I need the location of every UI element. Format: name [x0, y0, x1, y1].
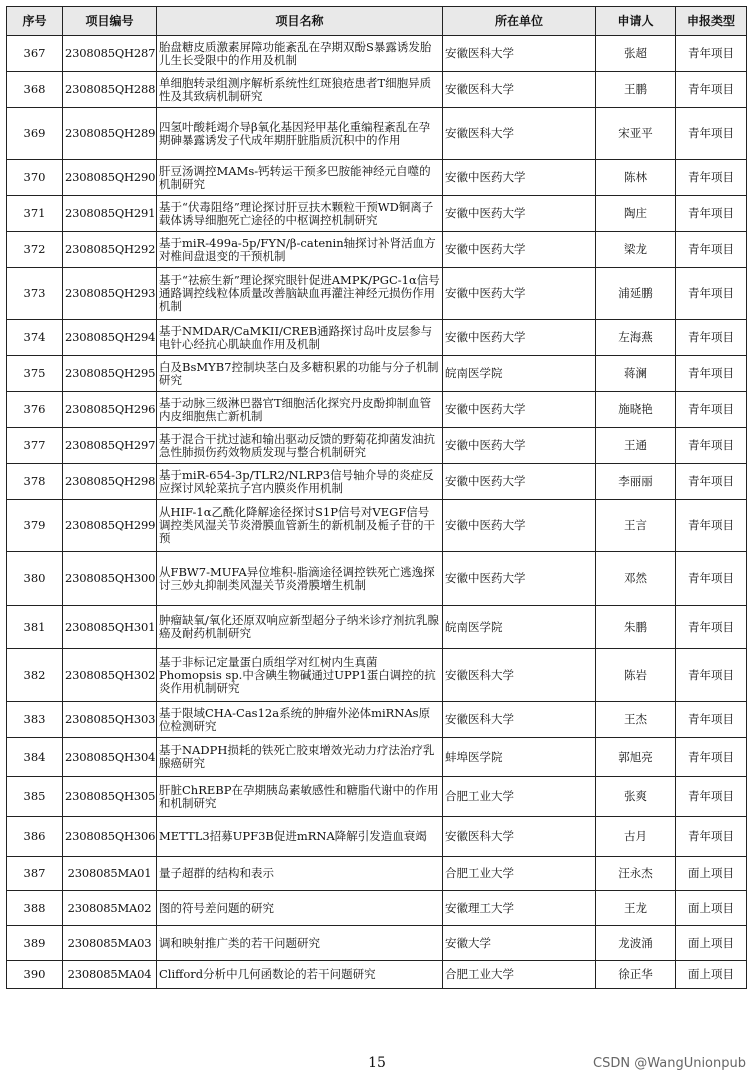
cell-unit: 安徽中医药大学: [443, 428, 596, 464]
cell-name: 基于NADPH损耗的铁死亡胶束增效光动力疗法治疗乳腺癌研究: [157, 738, 443, 777]
table-row: [7, 36, 747, 72]
cell-unit: 安徽中医药大学: [443, 500, 596, 552]
cell-code: 2308085QH301: [63, 606, 157, 649]
table-row: [7, 926, 747, 961]
cell-unit: 安徽中医药大学: [443, 232, 596, 268]
cell-type: 面上项目: [676, 891, 747, 926]
cell-type: 青年项目: [676, 606, 747, 649]
cell-name: 基于限域CHA-Cas12a系统的肿瘤外泌体miRNAs原位检测研究: [157, 702, 443, 738]
cell-type: 青年项目: [676, 356, 747, 392]
cell-type: 青年项目: [676, 36, 747, 72]
page-number: 15: [368, 1055, 386, 1071]
header-person: 申请人: [596, 7, 676, 36]
cell-name: 基于混合干扰过滤和输出驱动反馈的野菊花抑菌发油抗急性肺损伤药效物质发现与整合机制研究: [157, 428, 443, 464]
cell-person: 王龙: [596, 891, 676, 926]
cell-code: 2308085QH288: [63, 72, 157, 108]
header-name: 项目名称: [157, 7, 443, 36]
cell-type: 青年项目: [676, 392, 747, 428]
cell-name: 图的符号差问题的研究: [157, 891, 443, 926]
cell-seq: 382: [7, 649, 63, 702]
cell-seq: 390: [7, 961, 63, 989]
table-row: [7, 649, 747, 702]
header-code: 项目编号: [63, 7, 157, 36]
cell-person: 梁龙: [596, 232, 676, 268]
project-table: [6, 6, 747, 989]
cell-unit: 皖南医学院: [443, 606, 596, 649]
cell-person: 李丽丽: [596, 464, 676, 500]
cell-person: 王言: [596, 500, 676, 552]
header-unit: 所在单位: [443, 7, 596, 36]
cell-code: 2308085QH291: [63, 196, 157, 232]
cell-unit: 合肥工业大学: [443, 857, 596, 891]
cell-name: METTL3招募UPF3B促进mRNA降解引发造血衰竭: [157, 817, 443, 857]
cell-person: 宋亚平: [596, 108, 676, 160]
cell-name: 单细胞转录组测序解析系统性红斑狼疮患者T细胞异质性及其致病机制研究: [157, 72, 443, 108]
cell-name: 基于miR-654-3p/TLR2/NLRP3信号轴介导的炎症反应探讨风轮菜抗子宫内膜炎作用机制: [157, 464, 443, 500]
cell-unit: 安徽中医药大学: [443, 268, 596, 320]
cell-person: 郭旭亮: [596, 738, 676, 777]
table-row: [7, 268, 747, 320]
table-row: [7, 356, 747, 392]
cell-unit: 安徽医科大学: [443, 36, 596, 72]
cell-person: 陈林: [596, 160, 676, 196]
cell-type: 青年项目: [676, 500, 747, 552]
cell-seq: 368: [7, 72, 63, 108]
cell-seq: 385: [7, 777, 63, 817]
cell-unit: 安徽中医药大学: [443, 552, 596, 606]
cell-person: 浦延鹏: [596, 268, 676, 320]
cell-code: 2308085QH297: [63, 428, 157, 464]
cell-unit: 合肥工业大学: [443, 961, 596, 989]
cell-seq: 372: [7, 232, 63, 268]
table-row: [7, 961, 747, 989]
table-row: [7, 552, 747, 606]
cell-seq: 373: [7, 268, 63, 320]
cell-unit: 安徽医科大学: [443, 108, 596, 160]
cell-code: 2308085QH290: [63, 160, 157, 196]
table-row: [7, 857, 747, 891]
table-row: [7, 606, 747, 649]
cell-name: 肝脏ChREBP在孕期胰岛素敏感性和糖脂代谢中的作用和机制研究: [157, 777, 443, 817]
header-seq: 序号: [7, 7, 63, 36]
cell-type: 青年项目: [676, 738, 747, 777]
cell-unit: 安徽中医药大学: [443, 320, 596, 356]
cell-person: 陶庄: [596, 196, 676, 232]
table-row: [7, 702, 747, 738]
cell-type: 青年项目: [676, 108, 747, 160]
cell-person: 张爽: [596, 777, 676, 817]
cell-seq: 384: [7, 738, 63, 777]
cell-unit: 安徽大学: [443, 926, 596, 961]
cell-code: 2308085MA01: [63, 857, 157, 891]
cell-type: 青年项目: [676, 464, 747, 500]
cell-person: 张超: [596, 36, 676, 72]
cell-code: 2308085QH289: [63, 108, 157, 160]
table-row: [7, 464, 747, 500]
watermark: CSDN @WangUnionpub: [593, 1056, 746, 1071]
cell-unit: 皖南医学院: [443, 356, 596, 392]
cell-code: 2308085QH292: [63, 232, 157, 268]
cell-type: 青年项目: [676, 232, 747, 268]
cell-type: 青年项目: [676, 320, 747, 356]
cell-code: 2308085QH303: [63, 702, 157, 738]
header-type: 申报类型: [676, 7, 747, 36]
cell-code: 2308085MA04: [63, 961, 157, 989]
cell-seq: 388: [7, 891, 63, 926]
cell-name: 基于“伏毒阻络”理论探讨肝豆扶木颗粒干预WD铜离子载体诱导细胞死亡途径的中枢调控机制研究: [157, 196, 443, 232]
cell-unit: 安徽中医药大学: [443, 160, 596, 196]
cell-code: 2308085QH293: [63, 268, 157, 320]
cell-name: 白及BsMYB7控制块茎白及多糖积累的功能与分子机制研究: [157, 356, 443, 392]
cell-code: 2308085MA03: [63, 926, 157, 961]
cell-unit: 安徽医科大学: [443, 72, 596, 108]
cell-code: 2308085QH295: [63, 356, 157, 392]
cell-name: 基于NMDAR/CaMKII/CREB通路探讨岛叶皮层参与电针心经抗心肌缺血作用及机制: [157, 320, 443, 356]
cell-code: 2308085QH296: [63, 392, 157, 428]
table-row: [7, 891, 747, 926]
cell-seq: 383: [7, 702, 63, 738]
cell-type: 青年项目: [676, 777, 747, 817]
cell-seq: 376: [7, 392, 63, 428]
cell-type: 面上项目: [676, 857, 747, 891]
cell-type: 青年项目: [676, 649, 747, 702]
cell-type: 青年项目: [676, 196, 747, 232]
table-row: [7, 196, 747, 232]
cell-seq: 371: [7, 196, 63, 232]
table-row: [7, 817, 747, 857]
table-row: [7, 160, 747, 196]
cell-name: 四氢叶酸耗竭介导β氧化基因羟甲基化重编程紊乱在孕期砷暴露诱发子代成年期肝脏脂质沉积中的作用: [157, 108, 443, 160]
cell-type: 青年项目: [676, 160, 747, 196]
cell-name: 肿瘤缺氧/氧化还原双响应新型超分子纳米诊疗剂抗乳腺癌及耐药机制研究: [157, 606, 443, 649]
cell-name: 调和映射推广类的若干问题研究: [157, 926, 443, 961]
cell-seq: 378: [7, 464, 63, 500]
cell-seq: 389: [7, 926, 63, 961]
cell-seq: 375: [7, 356, 63, 392]
cell-unit: 安徽理工大学: [443, 891, 596, 926]
cell-person: 陈岩: [596, 649, 676, 702]
cell-unit: 安徽医科大学: [443, 817, 596, 857]
cell-type: 面上项目: [676, 926, 747, 961]
cell-seq: 374: [7, 320, 63, 356]
cell-seq: 386: [7, 817, 63, 857]
table-row: [7, 500, 747, 552]
cell-seq: 369: [7, 108, 63, 160]
cell-person: 古月: [596, 817, 676, 857]
cell-person: 王通: [596, 428, 676, 464]
table-row: [7, 320, 747, 356]
cell-code: 2308085QH298: [63, 464, 157, 500]
cell-seq: 370: [7, 160, 63, 196]
cell-seq: 380: [7, 552, 63, 606]
cell-type: 青年项目: [676, 552, 747, 606]
cell-code: 2308085QH299: [63, 500, 157, 552]
cell-name: Clifford分析中几何函数论的若干问题研究: [157, 961, 443, 989]
cell-person: 徐正华: [596, 961, 676, 989]
table-row: [7, 428, 747, 464]
cell-code: 2308085QH305: [63, 777, 157, 817]
cell-seq: 377: [7, 428, 63, 464]
cell-name: 基于“祛瘀生新”理论探究眼针促进AMPK/PGC-1α信号通路调控线粒体质量改善脑缺血再灌注神经元损伤作用机制: [157, 268, 443, 320]
cell-name: 量子超群的结构和表示: [157, 857, 443, 891]
table-row: [7, 108, 747, 160]
cell-seq: 381: [7, 606, 63, 649]
cell-person: 朱鹏: [596, 606, 676, 649]
cell-unit: 安徽医科大学: [443, 702, 596, 738]
table-row: [7, 72, 747, 108]
cell-person: 左海燕: [596, 320, 676, 356]
cell-unit: 合肥工业大学: [443, 777, 596, 817]
cell-type: 青年项目: [676, 428, 747, 464]
cell-code: 2308085QH302: [63, 649, 157, 702]
cell-code: 2308085QH294: [63, 320, 157, 356]
cell-unit: 安徽中医药大学: [443, 392, 596, 428]
table-row: [7, 777, 747, 817]
cell-name: 基于miR-499a-5p/FYN/β-catenin轴探讨补肾活血方对椎间盘退变的干预机制: [157, 232, 443, 268]
cell-unit: 蚌埠医学院: [443, 738, 596, 777]
cell-code: 2308085QH306: [63, 817, 157, 857]
cell-person: 蒋澜: [596, 356, 676, 392]
cell-seq: 387: [7, 857, 63, 891]
cell-name: 从HIF-1α乙酰化降解途径探讨S1P信号对VEGF信号调控类风湿关节炎滑膜血管新生的新机制及栀子苷的干预: [157, 500, 443, 552]
cell-code: 2308085MA02: [63, 891, 157, 926]
cell-code: 2308085QH304: [63, 738, 157, 777]
cell-name: 肝豆汤调控MAMs-钙转运干预多巴胺能神经元自噬的机制研究: [157, 160, 443, 196]
cell-unit: 安徽中医药大学: [443, 464, 596, 500]
cell-type: 青年项目: [676, 817, 747, 857]
cell-type: 青年项目: [676, 268, 747, 320]
cell-person: 龙波涌: [596, 926, 676, 961]
cell-person: 王鹏: [596, 72, 676, 108]
cell-seq: 379: [7, 500, 63, 552]
cell-seq: 367: [7, 36, 63, 72]
cell-name: 基于动脉三级淋巴器官T细胞活化探究丹皮酚抑制血管内皮细胞焦亡新机制: [157, 392, 443, 428]
cell-person: 施晓艳: [596, 392, 676, 428]
table-row: [7, 392, 747, 428]
cell-type: 青年项目: [676, 702, 747, 738]
cell-person: 汪永杰: [596, 857, 676, 891]
cell-name: 胎盘糖皮质激素屏障功能紊乱在孕期双酚S暴露诱发胎儿生长受限中的作用及机制: [157, 36, 443, 72]
cell-unit: 安徽中医药大学: [443, 196, 596, 232]
cell-type: 面上项目: [676, 961, 747, 989]
cell-code: 2308085QH300: [63, 552, 157, 606]
cell-name: 从FBW7-MUFA异位堆积-脂滴途径调控铁死亡逃逸探讨三妙丸抑制类风湿关节炎滑膜增生机制: [157, 552, 443, 606]
table-row: [7, 232, 747, 268]
table-header-row: [7, 7, 747, 36]
cell-unit: 安徽医科大学: [443, 649, 596, 702]
table-row: [7, 738, 747, 777]
cell-type: 青年项目: [676, 72, 747, 108]
cell-code: 2308085QH287: [63, 36, 157, 72]
cell-person: 王杰: [596, 702, 676, 738]
cell-person: 邓然: [596, 552, 676, 606]
cell-name: 基于非标记定量蛋白质组学对红树内生真菌Phomopsis sp.中含碘生物碱通过UPP1蛋白调控的抗炎作用机制研究: [157, 649, 443, 702]
